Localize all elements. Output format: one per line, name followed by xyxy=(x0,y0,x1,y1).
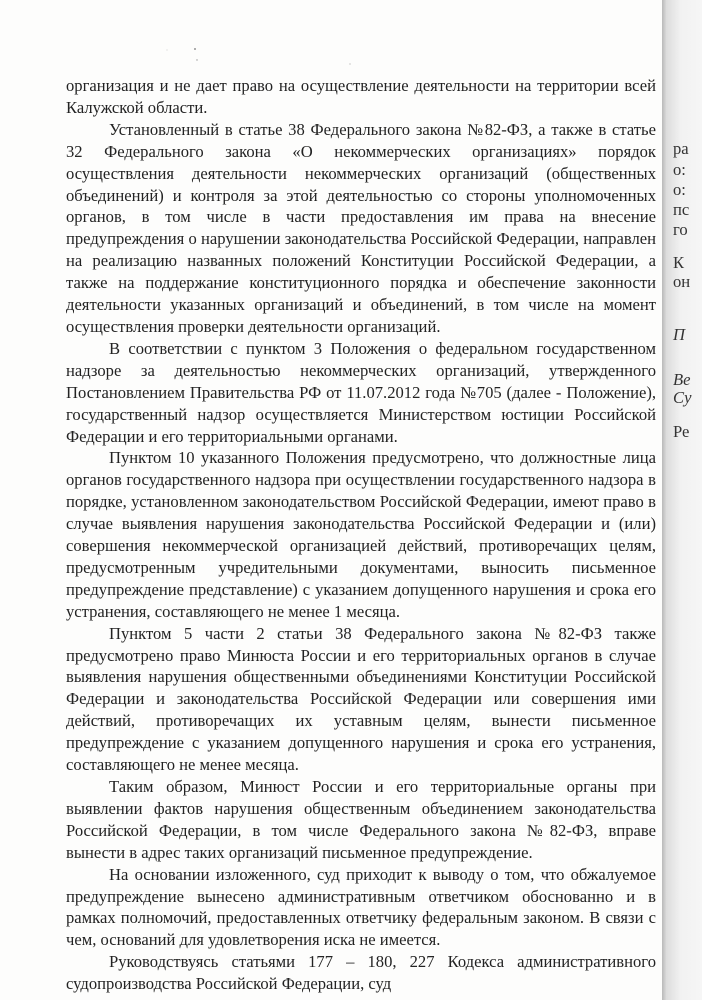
next-page-fragment: Ре xyxy=(673,422,690,441)
next-page-fragment: о: xyxy=(673,180,686,199)
paragraph-regulation-point-10: Пунктом 10 указанного Положения предусмотрено, что должностные лица органов государственного надзора при осуществлении государственного надзора в порядке, установленном законодательством Российской Федерации, имеют право в случае выявления нарушения законодательства Российской Федерации и (или) совершения некоммерческой организацией действий, противоречащих целям, предусмотренным учредительными документами, выносить письменное предупреждение представление) с указанием допущенного нарушения и срока его устранения, составляющего не менее 1 месяца. xyxy=(66,448,656,621)
paragraph-legal-basis: Установленный в статье 38 Федерального закона №82-ФЗ, а также в статье 32 Федерального закона «О некоммерческих организациях» порядок осуществления деятельности некоммерческих организаций (общественных объединений) и контроля за этой деятельностью со стороны уполномоченных органов, в том числе в части предоставления им права на внесение предупреждения о нарушении законодательства Российской Федерации, направлен на реализацию названных положений Конституции Российской Федерации, а также на поддержание конституционного порядка и обеспечение законности деятельности указанных организаций и объединений, в том числе на момент осуществления проверки деятельности организаций. xyxy=(66,119,656,336)
next-page-fragment: го xyxy=(673,220,688,239)
next-page-fragment: Су xyxy=(673,388,692,407)
paragraph-court-finding: На основании изложенного, суд приходит к выводу о том, что обжалуемое предупреждение вынесено административным ответчиком обоснованно и в рамках полномочий, предоставленных ответчику федеральным законом. В связи с чем, оснований для удовлетворения иска не имеется. xyxy=(66,864,656,950)
paragraph-article-38: Пунктом 5 части 2 статьи 38 Федерального закона №82-ФЗ также предусмотрено право Минюста России и его территориальных органов в случае выявления нарушения общественными объединениями Конституции Российской Федерации и законодательства Российской Федерации или совершения ими действий, противоречащих их уставным целям, вынести письменное предупреждение с указанием допущенного нарушения и срока его устранения, составляющего не менее месяца. xyxy=(66,623,656,775)
document-body xyxy=(66,75,656,995)
paragraph-conclusion-minjust: Таким образом, Минюст России и его территориальные органы при выявлении фактов нарушения общественным объединением законодательства Российской Федерации, в том числе Федерального закона №82-ФЗ, вправе вынести в адрес таких организаций письменное предупреждение. xyxy=(66,777,656,862)
next-page-fragment: П xyxy=(673,325,685,344)
paragraph-continuation: организация и не дает право на осуществление деятельности на территории всей Калужской области. xyxy=(66,76,656,117)
next-page-fragment: ра xyxy=(673,139,689,158)
next-page-fragment: К xyxy=(673,253,685,272)
paragraph-regulation-point-3: В соответствии с пунктом 3 Положения о федеральном государственном надзоре за деятельностью некоммерческих организаций, утвержденного Постановлением Правительства РФ от 11.07.2012 года №705 (далее - Положение), государственный надзор осуществляется Министерством юстиции Российской Федерации и его территориальными органами. xyxy=(66,338,656,446)
paragraph-guided-by: Руководствуясь статьями 177 – 180, 227 Кодекса административного судопроизводства Российской Федерации, суд xyxy=(66,952,656,994)
next-page-fragment: Ве xyxy=(673,370,691,389)
next-page-fragment: он xyxy=(673,272,691,291)
next-page-fragment: о: xyxy=(673,160,686,179)
next-page-fragment: пс xyxy=(673,200,690,219)
